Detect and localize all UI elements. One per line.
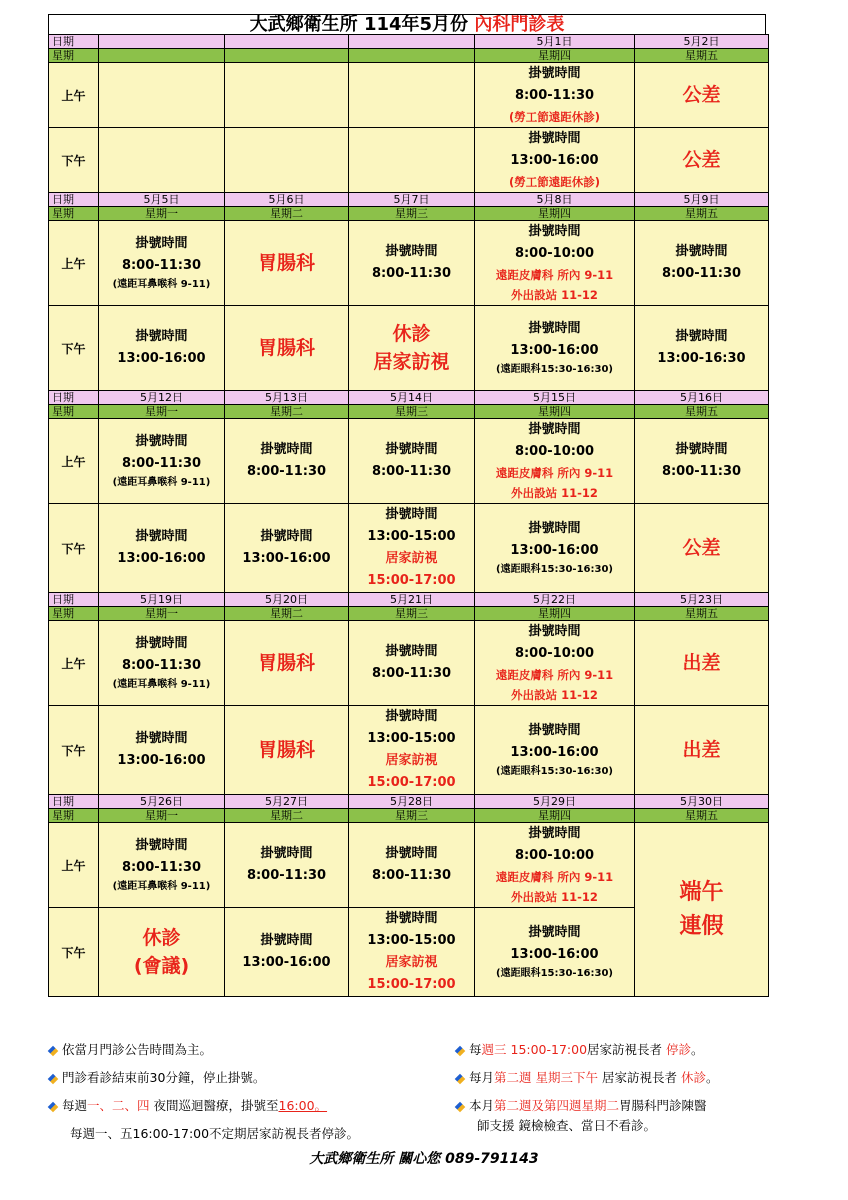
date-cell: 5月30日 [635,795,769,809]
weekday-cell: 星期五 [635,405,769,419]
slot-line: 8:00-11:30 [371,666,452,681]
note-text: 每 [469,1042,482,1057]
slot-line: 13:00-16:00 [117,351,206,366]
schedule-cell [225,504,349,593]
date-cell: 5月28日 [349,795,475,809]
slot-status: 公差 [682,84,721,106]
slot-note: (遠距眼科15:30-16:30) [496,968,613,979]
slot-status: 居家訪視 [373,351,450,373]
weekday-cell: 星期三 [349,809,475,823]
slot-note: (遠距眼科15:30-16:30) [496,766,613,777]
slot-line: 掛號時間 [675,442,728,457]
slot-line: 掛號時間 [260,529,313,544]
slot-line: 掛號時間 [135,529,188,544]
slot-line: 13:00-15:00 [367,731,456,746]
slot-line: 掛號時間 [528,826,581,841]
weekday-cell: 星期四 [475,207,635,221]
date-cell: 5月19日 [99,593,225,607]
weekday-cell: 星期四 [475,405,635,419]
date-row [49,593,769,607]
slot-line: 掛號時間 [528,925,581,940]
weekday-cell: 星期一 [99,607,225,621]
weekday-label: 星期 [49,405,99,419]
slot-red-note: (勞工節遠距休診) [508,175,600,189]
weekday-label: 星期 [49,49,99,63]
schedule-cell [475,706,635,795]
date-cell: 5月6日 [225,193,349,207]
weekday-cell [349,49,475,63]
pm-label: 下午 [49,504,99,593]
note-text: 一、二、四 [87,1098,150,1113]
slot-red-line: 遠距皮膚科 所內 9-11 [495,268,614,282]
note-line [48,1096,327,1114]
note-line [455,1040,704,1058]
weekday-cell: 星期五 [635,809,769,823]
slot-red-line: 遠距皮膚科 所內 9-11 [495,466,614,480]
date-cell: 5月21日 [349,593,475,607]
schedule-cell [475,63,635,128]
note-line [48,1040,212,1058]
slot-line: 13:00-16:00 [242,955,331,970]
schedule-cell [349,908,475,997]
slot-line: 掛號時間 [135,838,188,853]
slot-line: 13:00-16:00 [510,343,599,358]
note-text: 本月 [469,1098,495,1113]
weekday-cell: 星期三 [349,405,475,419]
slot-line: 8:00-10:00 [514,246,595,261]
slot-line: 掛號時間 [385,846,438,861]
schedule-cell [349,706,475,795]
slot-red-line: 遠距皮膚科 所內 9-11 [495,870,614,884]
slot-red-line: 15:00-17:00 [367,977,456,992]
note-text: 依當月門診公告時間為主。 [62,1042,213,1057]
slot-line: 掛號時間 [528,521,581,536]
pm-label: 下午 [49,306,99,391]
page-title: 大武鄉衛生所 114年5月份 內科門診表 [48,14,766,34]
weekday-row [49,607,769,621]
weekday-label: 星期 [49,607,99,621]
weekday-cell: 星期五 [635,607,769,621]
schedule-cell [635,621,769,706]
weekday-cell: 星期四 [475,49,635,63]
date-row [49,391,769,405]
date-label: 日期 [49,391,99,405]
am-row [49,63,769,128]
note-text: 夜間巡迴醫療，掛號至 [149,1098,279,1113]
date-cell: 5月27日 [225,795,349,809]
slot-status: 端午 [679,879,724,905]
date-cell: 5月2日 [635,35,769,49]
note-text: 居家訪視長者 [587,1042,667,1057]
slot-line: 13:00-16:00 [510,543,599,558]
slot-red-line: 居家訪視 [385,753,438,768]
slot-red-line: 外出設站 11-12 [511,288,598,302]
date-row [49,795,769,809]
schedule-cell [225,823,349,908]
schedule-cell [99,221,225,306]
weekday-cell: 星期四 [475,809,635,823]
date-label: 日期 [49,593,99,607]
am-row [49,419,769,504]
slot-line: 掛號時間 [385,644,438,659]
schedule-cell [475,419,635,504]
pm-row [49,706,769,795]
slot-line: 13:00-16:30 [657,351,746,366]
note-text: 週三 15:00-17:00 [481,1042,588,1057]
weekday-cell: 星期五 [635,49,769,63]
slot-line: 8:00-11:30 [661,464,742,479]
slot-line: 13:00-16:00 [510,153,599,168]
date-label: 日期 [49,35,99,49]
am-label: 上午 [49,621,99,706]
slot-line: 8:00-10:00 [514,444,595,459]
slot-line: 13:00-16:00 [117,753,206,768]
weekday-cell: 星期一 [99,405,225,419]
schedule-cell [349,621,475,706]
weekday-cell: 星期一 [99,207,225,221]
slot-line: 掛號時間 [260,442,313,457]
slot-red-line: 外出設站 11-12 [511,688,598,702]
weekday-cell: 星期二 [225,607,349,621]
weekday-cell: 星期三 [349,607,475,621]
bullet-icon [48,1101,59,1112]
slot-line: 8:00-11:30 [371,266,452,281]
weekday-row [49,49,769,63]
schedule-cell [349,128,475,193]
am-label: 上午 [49,221,99,306]
slot-line: 8:00-11:30 [121,456,202,471]
slot-line: 掛號時間 [385,442,438,457]
slot-red-line: 外出設站 11-12 [511,486,598,500]
slot-line: 掛號時間 [260,933,313,948]
weekday-cell: 星期一 [99,809,225,823]
slot-status: 休診 [142,927,181,949]
schedule-cell [349,63,475,128]
schedule-cell [225,221,349,306]
note-text: 停診 [666,1042,692,1057]
am-label: 上午 [49,823,99,908]
date-cell: 5月15日 [475,391,635,405]
schedule-cell [225,419,349,504]
slot-line: 8:00-11:30 [371,464,452,479]
pm-row [49,128,769,193]
pm-label: 下午 [49,128,99,193]
schedule-cell [99,128,225,193]
bullet-icon [48,1045,59,1056]
date-cell: 5月22日 [475,593,635,607]
slot-note: (遠距耳鼻喉科 9-11) [112,679,211,690]
note-text: 居家訪視長者 [598,1070,681,1085]
note-line [455,1116,656,1134]
slot-line: 8:00-10:00 [514,646,595,661]
slot-line: 掛號時間 [135,731,188,746]
slot-note: (遠距眼科15:30-16:30) [496,564,613,575]
slot-status: 胃腸科 [257,252,315,274]
weekday-label: 星期 [49,809,99,823]
slot-line: 8:00-11:30 [121,658,202,673]
slot-status: 胃腸科 [257,652,315,674]
note-text: 16:00。 [278,1098,328,1113]
weekday-row [49,207,769,221]
schedule-cell [475,823,635,908]
note-text: 。 [705,1070,719,1085]
footer: 大武鄉衛生所 關心您 089-791143 [309,1151,539,1167]
schedule-cell [349,823,475,908]
weekday-cell: 星期四 [475,607,635,621]
slot-status: 胃腸科 [257,337,315,359]
note-text: 第二週及第四週星期二 [494,1098,620,1113]
schedule-cell [99,908,225,997]
schedule-cell [635,504,769,593]
schedule-cell [475,306,635,391]
slot-line: 掛號時間 [528,321,581,336]
am-label: 上午 [49,63,99,128]
date-cell: 5月5日 [99,193,225,207]
am-row [49,221,769,306]
date-cell: 5月7日 [349,193,475,207]
schedule-cell [475,908,635,997]
schedule-cell [225,306,349,391]
slot-status: 休診 [392,323,431,345]
note-line [48,1124,359,1142]
schedule-cell [635,63,769,128]
schedule-cell [635,706,769,795]
slot-line: 掛號時間 [528,624,581,639]
slot-line: 掛號時間 [135,329,188,344]
schedule-cell [225,908,349,997]
am-row [49,621,769,706]
date-cell [99,35,225,49]
note-line [455,1068,718,1086]
date-cell [225,35,349,49]
slot-line: 掛號時間 [385,709,438,724]
date-cell: 5月20日 [225,593,349,607]
schedule-cell [635,221,769,306]
slot-line: 掛號時間 [675,329,728,344]
schedule-cell [99,306,225,391]
bullet-icon [455,1073,466,1084]
schedule-cell [635,823,769,997]
slot-line: 8:00-11:30 [661,266,742,281]
weekday-cell: 星期三 [349,207,475,221]
note-text: 每週一、五16:00-17:00不定期居家訪視長者停診。 [70,1126,360,1141]
slot-red-line: 15:00-17:00 [367,573,456,588]
schedule-cell [349,306,475,391]
slot-line: 8:00-11:30 [121,258,202,273]
date-cell: 5月14日 [349,391,475,405]
slot-note: (遠距耳鼻喉科 9-11) [112,477,211,488]
date-row [49,193,769,207]
slot-line: 掛號時間 [135,636,188,651]
weekday-row [49,405,769,419]
schedule-cell [635,128,769,193]
schedule-cell [225,621,349,706]
slot-status: 胃腸科 [257,739,315,761]
schedule-cell [225,706,349,795]
note-text: 每月 [469,1070,495,1085]
weekday-cell: 星期二 [225,405,349,419]
weekday-cell: 星期二 [225,207,349,221]
note-line [48,1068,265,1086]
note-text: 師支援 鏡檢檢查、當日不看診。 [477,1118,656,1133]
slot-red-note: (勞工節遠距休診) [508,110,600,124]
slot-line: 8:00-11:30 [246,868,327,883]
pm-label: 下午 [49,706,99,795]
slot-line: 13:00-15:00 [367,529,456,544]
slot-note: (遠距耳鼻喉科 9-11) [112,881,211,892]
slot-red-line: 遠距皮膚科 所內 9-11 [495,668,614,682]
slot-red-line: 居家訪視 [385,955,438,970]
am-row [49,823,769,908]
slot-line: 掛號時間 [135,236,188,251]
date-cell: 5月12日 [99,391,225,405]
weekday-cell: 星期五 [635,207,769,221]
date-label: 日期 [49,193,99,207]
schedule-cell [349,419,475,504]
slot-line: 掛號時間 [528,224,581,239]
date-cell: 5月29日 [475,795,635,809]
bullet-icon [48,1073,59,1084]
schedule-cell [635,306,769,391]
slot-line: 掛號時間 [385,244,438,259]
slot-line: 掛號時間 [528,66,581,81]
slot-note: (遠距耳鼻喉科 9-11) [112,279,211,290]
slot-line: 8:00-11:30 [246,464,327,479]
schedule-cell [635,419,769,504]
slot-status: 出差 [682,652,721,674]
slot-line: 13:00-15:00 [367,933,456,948]
slot-line: 13:00-16:00 [510,745,599,760]
date-cell: 5月16日 [635,391,769,405]
weekday-cell [99,49,225,63]
weekday-row [49,809,769,823]
slot-line: 8:00-11:30 [371,868,452,883]
note-text: 第二週 星期三下午 [494,1070,598,1085]
date-cell: 5月9日 [635,193,769,207]
slot-line: 掛號時間 [260,846,313,861]
schedule-cell [99,504,225,593]
slot-line: 13:00-16:00 [117,551,206,566]
note-text: 門診看診結束前30分鐘，停止掛號。 [62,1070,266,1085]
pm-row [49,504,769,593]
schedule-table [48,34,769,997]
slot-line: 13:00-16:00 [510,947,599,962]
schedule-cell [99,706,225,795]
schedule-cell [99,419,225,504]
slot-red-line: 15:00-17:00 [367,775,456,790]
schedule-cell [475,621,635,706]
date-cell: 5月23日 [635,593,769,607]
slot-line: 8:00-11:30 [121,860,202,875]
slot-line: 掛號時間 [385,507,438,522]
bullet-icon [455,1045,466,1056]
schedule-cell [349,504,475,593]
weekday-cell: 星期二 [225,809,349,823]
bullet-icon [455,1101,466,1112]
slot-line: 8:00-10:00 [514,848,595,863]
date-cell [349,35,475,49]
date-cell: 5月13日 [225,391,349,405]
slot-red-line: 居家訪視 [385,551,438,566]
schedule-cell [99,621,225,706]
weekday-label: 星期 [49,207,99,221]
slot-note: (遠距眼科15:30-16:30) [496,364,613,375]
date-cell: 5月1日 [475,35,635,49]
slot-line: 8:00-11:30 [514,88,595,103]
schedule-cell [475,128,635,193]
slot-line: 13:00-16:00 [242,551,331,566]
slot-line: 掛號時間 [528,422,581,437]
schedule-cell [225,63,349,128]
schedule-cell [475,221,635,306]
slot-line: 掛號時間 [135,434,188,449]
slot-status: (會議) [133,955,190,977]
schedule-cell [225,128,349,193]
am-label: 上午 [49,419,99,504]
slot-status: 公差 [682,537,721,559]
date-cell: 5月8日 [475,193,635,207]
note-text: 胃腸科門診陳醫 [619,1098,707,1113]
slot-red-line: 外出設站 11-12 [511,890,598,904]
slot-status: 公差 [682,149,721,171]
note-line [455,1096,707,1114]
slot-line: 掛號時間 [528,131,581,146]
date-label: 日期 [49,795,99,809]
slot-status: 連假 [679,913,724,939]
schedule-cell [349,221,475,306]
slot-line: 掛號時間 [385,911,438,926]
note-text: 每週 [62,1098,88,1113]
weekday-cell [225,49,349,63]
pm-label: 下午 [49,908,99,997]
schedule-cell [99,823,225,908]
slot-status: 出差 [682,739,721,761]
schedule-cell [99,63,225,128]
note-text: 。 [691,1042,704,1057]
slot-line: 掛號時間 [675,244,728,259]
schedule-cell [475,504,635,593]
pm-row [49,306,769,391]
slot-line: 掛號時間 [528,723,581,738]
note-text: 休診 [680,1070,706,1085]
date-cell: 5月26日 [99,795,225,809]
date-row [49,35,769,49]
